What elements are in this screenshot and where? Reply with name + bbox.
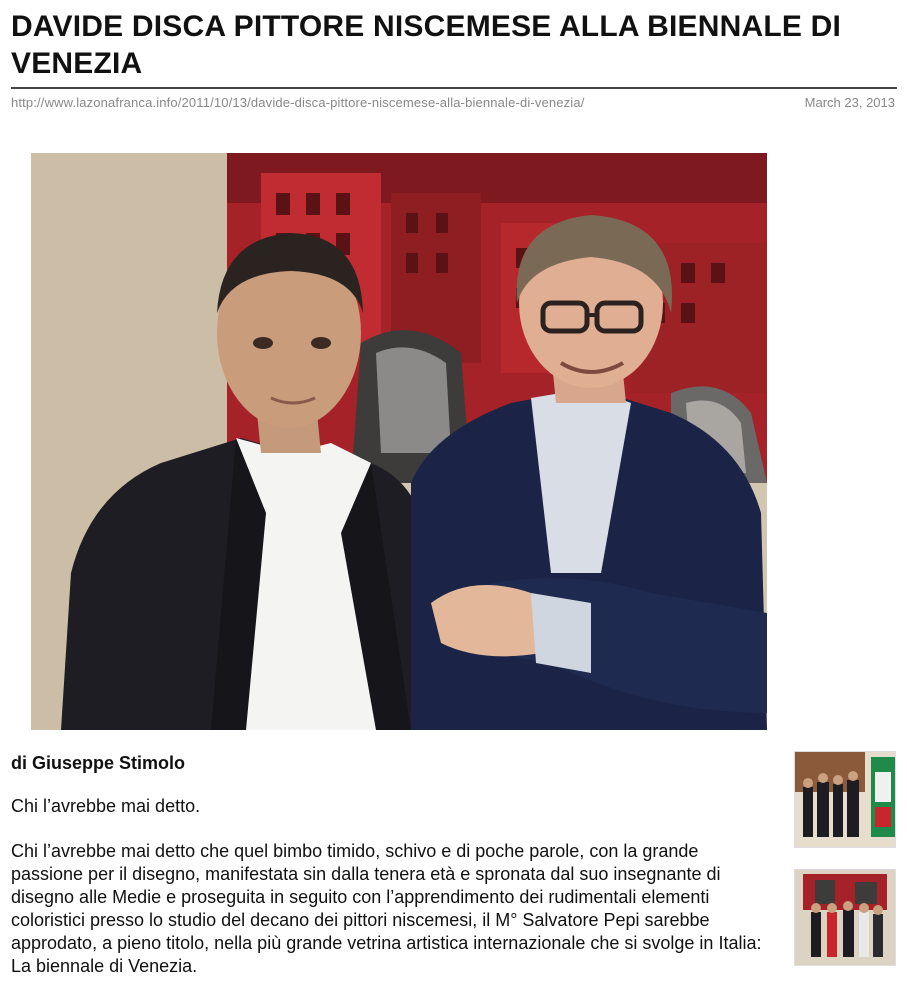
article-paragraph: Chi l’avrebbe mai detto che quel bimbo timido, schivo e di poche parole, con la grande passione per il disegno, manifestata sin dalla tenera età e spronata dal suo insegnante di disegno alle Medie e proseguita in seguito con l’apprendimento dei rudimentali elementi coloristici presso lo studio del decano dei pittori niscemesi, il M° Salvatore Pepi sarebbe approdato, a pieno titolo, nella più grande vetrina artistica internazionale che si svolge in Italia: La biennale di Venezia. [11, 841, 762, 976]
article-byline: di Giuseppe Stimolo [11, 753, 186, 773]
article-date: March 23, 2013 [804, 95, 895, 110]
related-photo-thumbnail[interactable] [794, 869, 896, 966]
article-paragraph: Chi l’avrebbe mai detto. [11, 796, 201, 816]
related-photo-thumbnail[interactable] [794, 751, 896, 848]
title-divider [11, 87, 897, 89]
main-photo [31, 153, 767, 730]
article-title: DAVIDE DISCA PITTORE NISCEMESE ALLA BIENNALE DI VENEZIA [11, 10, 842, 80]
article-source-url[interactable]: http://www.lazonafranca.info/2011/10/13/davide-disca-pittore-niscemese-alla-biennale-di-venezia/ [11, 95, 585, 110]
